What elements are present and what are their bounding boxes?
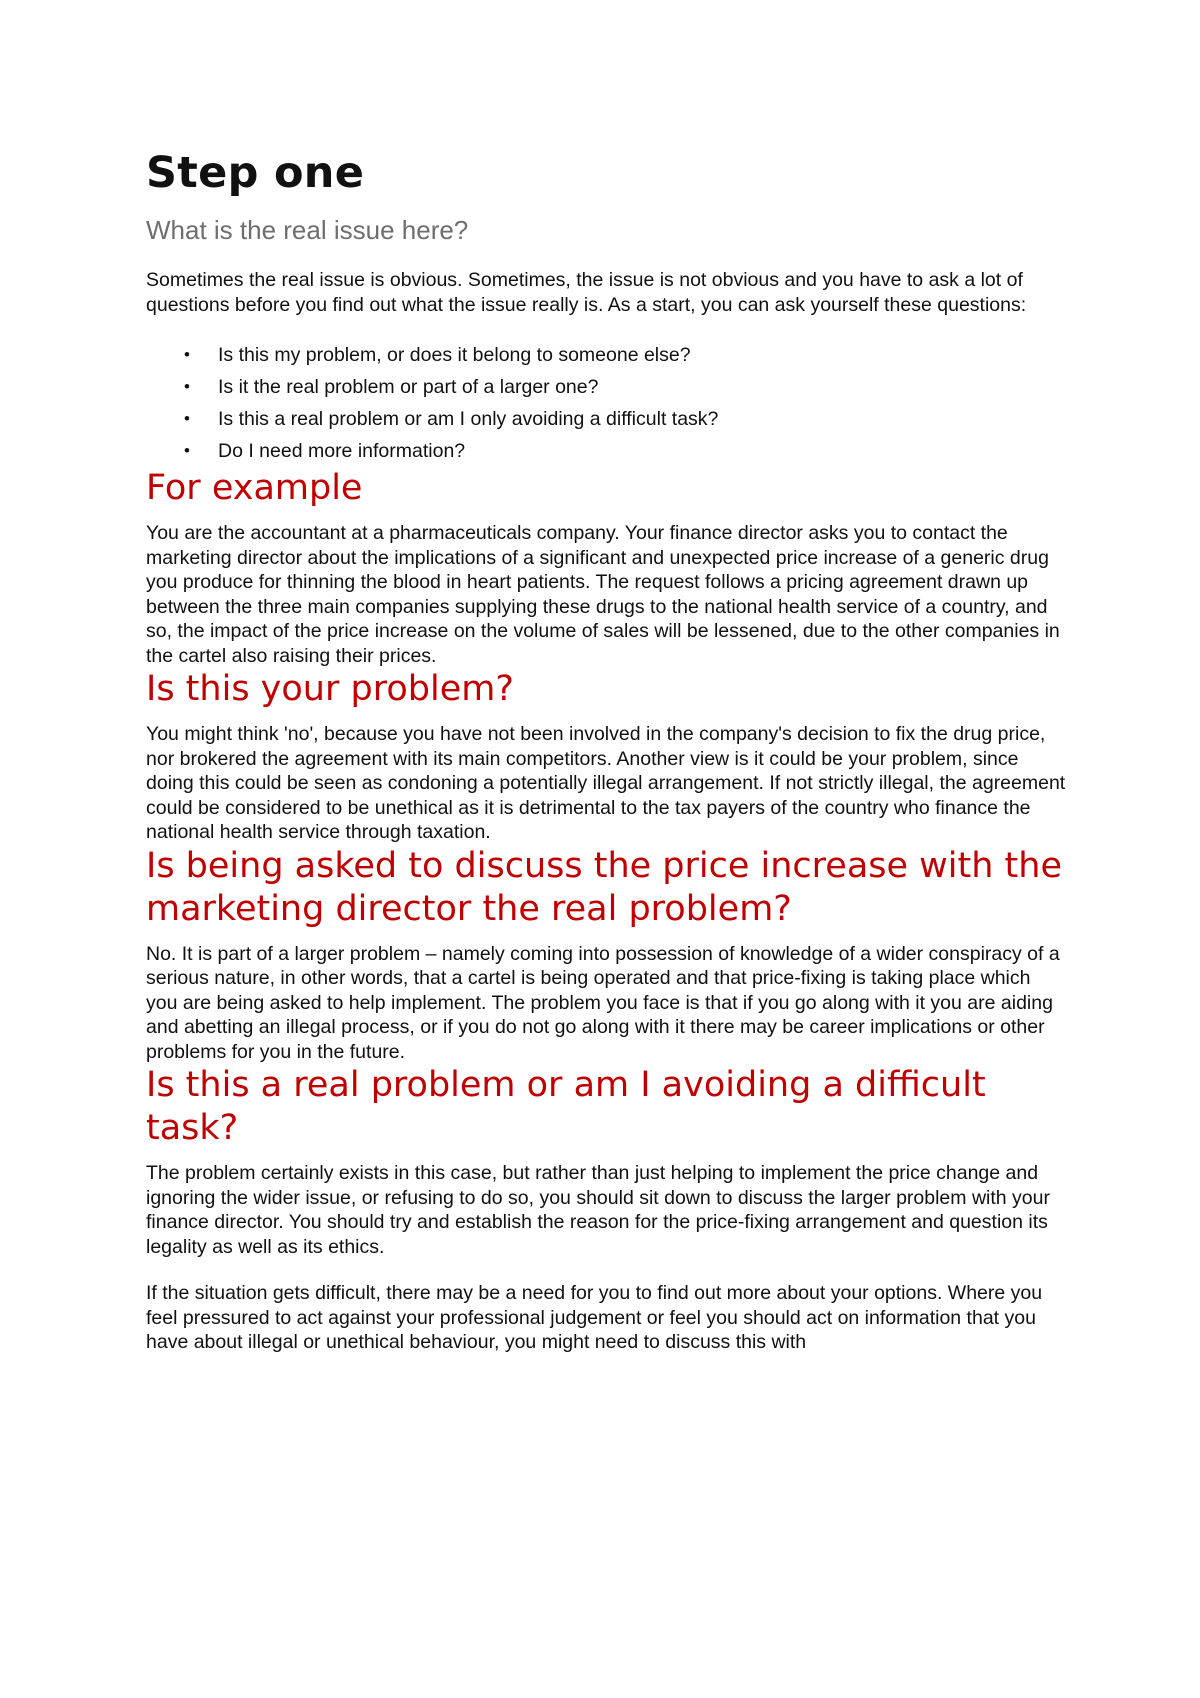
section-heading-avoiding-task: Is this a real problem or am I avoiding a difficult task? bbox=[146, 1065, 986, 1148]
bullet-icon: • bbox=[184, 377, 190, 396]
list-item bbox=[146, 435, 1066, 467]
list-item bbox=[146, 371, 1066, 403]
list-item-text: Is it the real problem or part of a larger one? bbox=[218, 376, 599, 398]
section-paragraph: If the situation gets difficult, there may be a need for you to find out more about your options. Where you feel pressured to act against your professional judgement or feel you should act on information that you have about illegal or unethical behaviour, you might need to discuss this with bbox=[146, 1282, 1043, 1353]
question-list bbox=[146, 339, 1066, 467]
section-paragraph: The problem certainly exists in this case, but rather than just helping to implement the price change and ignoring the wider issue, or refusing to do so, you should sit down to discuss the larger problem with your finance director. You should try and establish the reason for the price-fixing arrangement and question its legality as well as its ethics. bbox=[146, 1162, 1050, 1258]
section-heading-for-example: For example bbox=[146, 468, 363, 508]
list-item-text: Is this a real problem or am I only avoiding a difficult task? bbox=[218, 408, 719, 430]
list-item bbox=[146, 339, 1066, 371]
list-item-text: Is this my problem, or does it belong to someone else? bbox=[218, 344, 691, 366]
page-title: Step one bbox=[146, 148, 365, 198]
document-page bbox=[146, 145, 1066, 1355]
list-item bbox=[146, 403, 1066, 435]
section-paragraph: You might think 'no', because you have not been involved in the company's decision to fix the drug price, nor brokered the agreement with its main competitors. Another view is it could be your problem, since doing this could be seen as condoning a potentially illegal arrangement. If not strictly illegal, the agreement could be considered to be unethical as it is detrimental to the tax payers of the country who finance the national health service through taxation. bbox=[146, 723, 1066, 843]
bullet-icon: • bbox=[184, 441, 190, 460]
bullet-icon: • bbox=[184, 409, 190, 428]
section-heading-is-this-your-problem: Is this your problem? bbox=[146, 669, 514, 709]
page-subtitle: What is the real issue here? bbox=[146, 215, 469, 245]
section-paragraph: You are the accountant at a pharmaceuticals company. Your finance director asks you to contact the marketing director about the implications of a significant and unexpected price increase of a generic drug you produce for thinning the blood in heart patients. The request follows a pricing agreement drawn up between the three main companies supplying these drugs to the national health service of a country, and so, the impact of the price increase on the volume of sales will be lessened, due to the other companies in the cartel also raising their prices. bbox=[146, 522, 1060, 667]
bullet-icon: • bbox=[184, 345, 190, 364]
intro-paragraph: Sometimes the real issue is obvious. Sometimes, the issue is not obvious and you have to ask a lot of questions before you find out what the issue really is. As a start, you can ask yourself these questions: bbox=[146, 269, 1027, 316]
section-paragraph: No. It is part of a larger problem – namely coming into possession of knowledge of a wider conspiracy of a serious nature, in other words, that a cartel is being operated and that price-fixing is taking place which you are being asked to help implement. The problem you face is that if you go along with it you are aiding and abetting an illegal process, or if you do not go along with it there may be career implications or other problems for you in the future. bbox=[146, 942, 1060, 1063]
list-item-text: Do I need more information? bbox=[218, 440, 466, 462]
section-heading-real-problem: Is being asked to discuss the price increase with the marketing director the real problem? bbox=[146, 845, 1062, 929]
